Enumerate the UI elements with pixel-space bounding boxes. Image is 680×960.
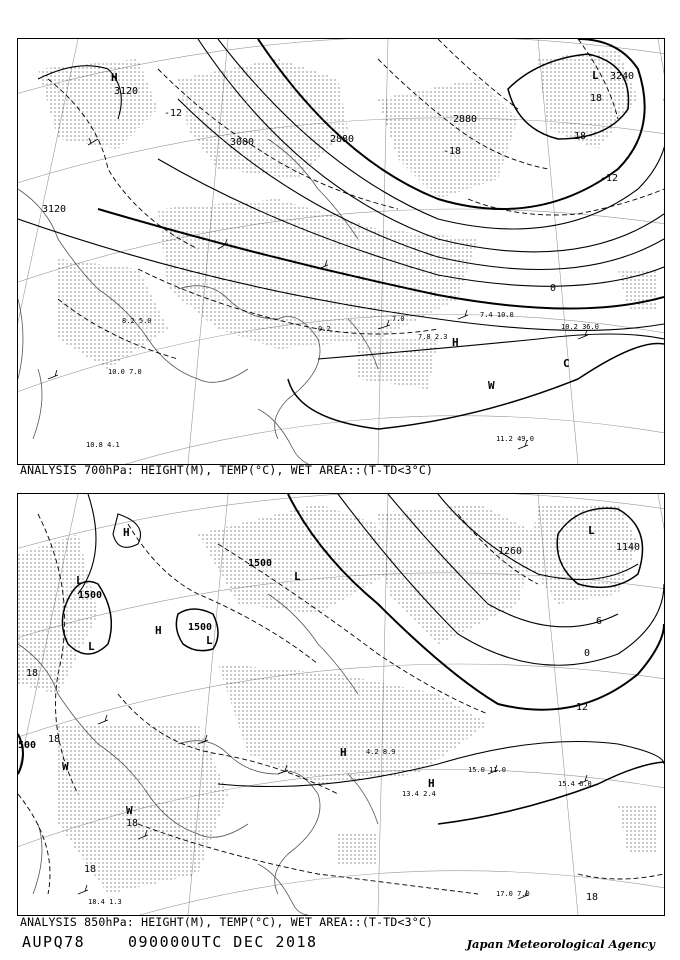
contour-label: 3000 — [230, 137, 255, 148]
high-h-northwest: H — [123, 526, 130, 539]
contour-label: 18 — [126, 818, 139, 829]
low-l-west-2: L — [88, 640, 95, 653]
high-h-center: H — [155, 624, 162, 637]
warm-w-southwest: W — [126, 804, 133, 817]
low-l-northeast: L — [592, 69, 599, 82]
chart-panel-700hpa — [17, 38, 665, 465]
chart-panel-850hpa — [17, 493, 665, 916]
low-l-center: L — [206, 634, 213, 647]
contour-label: 0 — [584, 648, 591, 659]
cold-c-southeast: C — [563, 357, 570, 370]
contour-label: 3120 — [42, 204, 67, 215]
station-value: 8.2 5.0 — [122, 317, 152, 325]
contour-label: -12 — [164, 108, 183, 119]
map-850hpa — [18, 494, 664, 915]
station-value: 17.0 7.0 — [496, 890, 530, 898]
high-h-south: H — [340, 746, 347, 759]
contour-label: 1140 — [616, 542, 641, 553]
station-value: 15.4 6.0 — [558, 780, 592, 788]
chart-caption-850hpa: ANALYSIS 850hPa: HEIGHT(M), TEMP(°C), WET AREA::(T-TD<3°C) — [20, 915, 434, 929]
contour-label: 1260 — [498, 546, 523, 557]
contour-label: -18 — [443, 146, 462, 157]
warm-w-west: W — [62, 760, 69, 773]
high-h-south-2: H — [428, 777, 435, 790]
station-value: 18.4 1.3 — [88, 898, 122, 906]
chart-caption-700hpa: ANALYSIS 700hPa: HEIGHT(M), TEMP(°C), WET AREA::(T-TD<3°C) — [20, 463, 434, 477]
low-l-north: L — [294, 570, 301, 583]
contour-label: 0 — [550, 283, 557, 294]
contour-label: 1500 — [248, 558, 273, 569]
station-value: 4.2 8.9 — [366, 748, 396, 756]
contour-label: 6 — [596, 616, 603, 627]
agency-name: Japan Meteorological Agency — [466, 937, 655, 951]
contour-label: -12 — [600, 173, 619, 184]
contour-label: 2880 — [453, 114, 478, 125]
contour-label: 18 — [590, 93, 603, 104]
station-value: 0.2 — [318, 325, 331, 333]
station-value: 7.4 10.0 — [480, 311, 514, 319]
station-value: 7.8 2.3 — [418, 333, 448, 341]
station-value: 10.8 4.1 — [86, 441, 120, 449]
station-value: 7.0 — [392, 315, 405, 323]
contour-label: 18 — [48, 734, 61, 745]
contour-label: 18 — [84, 864, 97, 875]
station-value: 10.2 36.0 — [561, 323, 599, 331]
contour-label: 1500 — [78, 590, 103, 601]
contour-label: 3120 — [114, 86, 139, 97]
low-l-northeast: L — [588, 524, 595, 537]
contour-label: 2880 — [330, 134, 355, 145]
contour-label: 18 — [586, 892, 599, 903]
low-l-west: L — [76, 574, 83, 587]
map-700hpa — [18, 39, 664, 464]
station-value: 10.0 7.0 — [108, 368, 142, 376]
bulletin-time: 090000UTC DEC 2018 — [128, 933, 318, 951]
station-value: 15.0 11.0 — [468, 766, 506, 774]
contour-label: 1500 — [188, 622, 213, 633]
contour-label: 3240 — [610, 71, 635, 82]
high-h-east: H — [452, 336, 459, 349]
high-h-northwest: H — [111, 71, 118, 84]
warm-w-south: W — [488, 379, 495, 392]
contour-label: 18 — [574, 131, 587, 142]
bulletin-id: AUPQ78 — [22, 933, 86, 951]
station-value: 13.4 2.4 — [402, 790, 436, 798]
contour-label: -12 — [570, 702, 589, 713]
contour-label: 500 — [18, 740, 37, 751]
wet-area-850 — [18, 504, 658, 894]
station-value: 11.2 49.0 — [496, 435, 534, 443]
contour-label: 18 — [26, 668, 39, 679]
